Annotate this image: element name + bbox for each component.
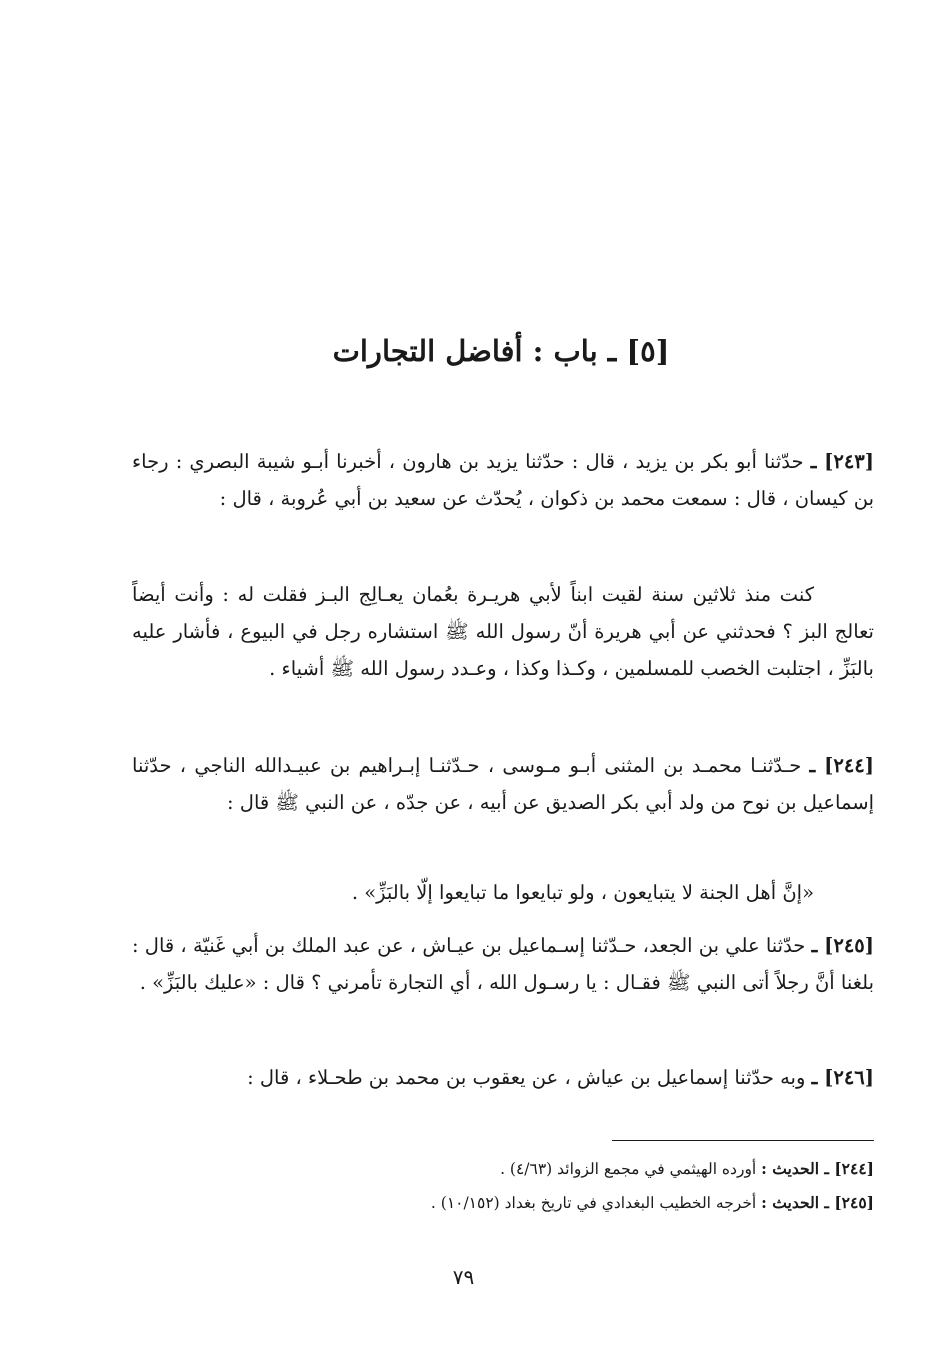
hadith-243-chain: [132, 443, 874, 517]
hadith-chain-text: حـدّثنـا محمـد بن المثنى أبـو مـوسى ، حـدّثنـا إبـراهيم بن عبيـدالله الناجي ، حدّثنا إسماعيل بن نوح من ولد أبي بكر الصديق عن أبيه ، عن جدّه ، عن النبي ﷺ قال :: [132, 754, 874, 814]
hadith-paragraph: [132, 747, 874, 821]
footnote-text: أخرجه الخطيب البغدادي في تاريخ بغداد (١٠/١٥٢) .: [430, 1194, 757, 1212]
page-number: ٧٩: [452, 1265, 475, 1289]
hadith-paragraph: [132, 443, 874, 517]
hadith-246: [132, 1059, 874, 1096]
chapter-title: [٥] ـ باب : أفاضل التجارات: [332, 334, 670, 369]
hadith-chain-text: حدّثنا علي بن الجعد، حـدّثنا إسـماعيل بن عيـاش ، عن عبد الملك بن أبي غَنيّة ، قال : بلغنا أنَّ رجلاً أتى النبي ﷺ فقـال : يا رسـول الله ، أي التجارة تأمرني ؟ قال : «عليك بالبَزِّ» .: [132, 934, 874, 994]
footnote-text: أورده الهيثمي في مجمع الزوائد (٤/٦٣) .: [500, 1160, 757, 1178]
footnote-divider: [612, 1140, 874, 1141]
footnote-label: [٢٤٤] ـ الحديث :: [761, 1159, 874, 1178]
hadith-matn: كنت منذ ثلاثين سنة لقيت ابناً لأبي هريـرة بعُمان يعـالِج البـز فقلت له : وأنت أيضاً تعالج البز ؟ فحدثني عن أبي هريرة أنّ رسول الله ﷺ استشاره رجل في البيوع ، فأشار عليه بالبَزِّ ، اجتلبت الخصب للمسلمين ، وكـذا وكذا ، وعـدد رسول الله ﷺ أشياء .: [132, 583, 874, 680]
hadith-number: [٢٤٦] ـ: [811, 1066, 874, 1089]
hadith-245: [132, 927, 874, 1001]
hadith-244-text: [132, 874, 874, 911]
hadith-chain-text: وبه حدّثنا إسماعيل بن عياش ، عن يعقوب بن محمد بن طحـلاء ، قال :: [247, 1066, 806, 1089]
hadith-paragraph: [132, 927, 874, 1001]
hadith-244-chain: [132, 747, 874, 821]
hadith-chain-text: حدّثنا أبو بكر بن يزيد ، قال : حدّثنا يزيد بن هارون ، أخبرنا أبـو شيبة البصري : رجاء بن كيسان ، قال : سمعت محمد بن ذكوان ، يُحدّث عن سعيد بن أبي عُروبة ، قال :: [132, 450, 874, 510]
footnotes: [132, 1152, 874, 1220]
footnote-item: [132, 1186, 874, 1220]
footnote-label: [٢٤٥] ـ الحديث :: [761, 1193, 874, 1212]
hadith-matn: «إنَّ أهل الجنة لا يتبايعون ، ولو تبايعوا ما تبايعوا إلّا بالبَزِّ» .: [351, 881, 814, 904]
footnote-item: [132, 1152, 874, 1186]
hadith-paragraph: [132, 1059, 874, 1096]
hadith-number: [٢٤٤] ـ: [809, 754, 874, 777]
hadith-number: [٢٤٣] ـ: [810, 450, 875, 473]
hadith-number: [٢٤٥] ـ: [811, 934, 874, 957]
hadith-243-text: [132, 576, 874, 687]
